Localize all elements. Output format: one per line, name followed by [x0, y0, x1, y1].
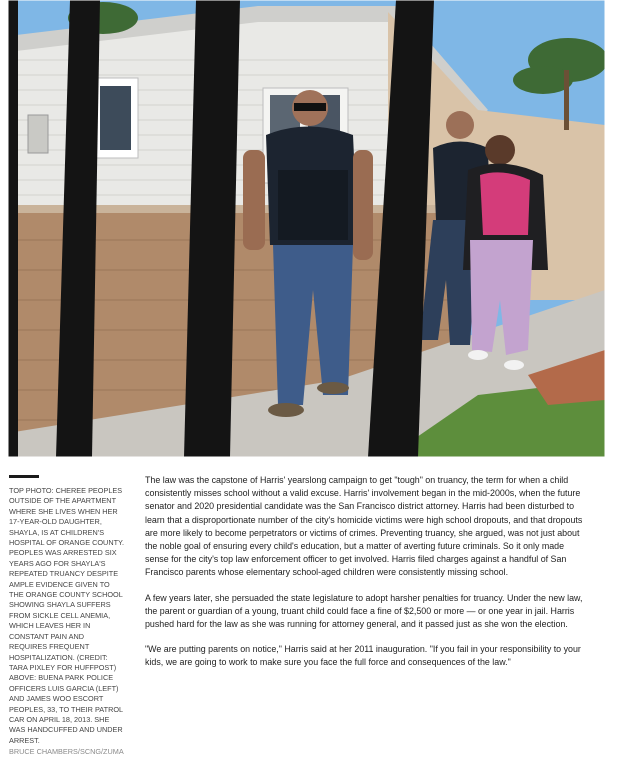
- article-body: [145, 474, 585, 682]
- caption-above: ABOVE: BUENA PARK POLICE OFFICERS LUIS GARCIA (LEFT) AND JAMES WOO ESCORT PEOPLES, 33, TO THEIR PATROL CAR ON APRIL 18, 2013. SHE WAS HANDCUFFED AND UNDER ARREST.: [9, 673, 123, 745]
- article-paragraph-3: "We are putting parents on notice," Harris said at her 2011 inauguration. "If you fail in your responsibility to your kids, we are going to work to make sure you face the full force and consequences of the law.": [145, 644, 581, 668]
- photo-caption: [9, 486, 124, 758]
- article-paragraph-1: The law was the capstone of Harris' yearslong campaign to get "tough" on truancy, the term for when a child consistently misses school without a valid excuse. Harris' involvement began in the mid-2000s, when the future senator and 2020 presidential candidate was the San Francisco district attorney. Harris had been disturbed to learn that a disproportionate number of the city's homicide victims were high school dropouts, and that dropouts are more likely to become perpetrators or victims of crimes. Preventing truancy, she argued, was not just about the noble goal of ensuring every child's education, but a matter of averting future criminals. So it only made sense for the city's top law enforcement officer to get involved. Harris filed charges against a handful of San Francisco parents whose elementary school-aged children were consistently missing school.: [145, 475, 583, 578]
- caption-rule: [9, 475, 39, 478]
- news-photo: [8, 0, 605, 457]
- photo-illustration: [8, 0, 605, 457]
- caption-credit: BRUCE CHAMBERS/SCNG/ZUMA: [9, 747, 124, 757]
- article-paragraph-2: A few years later, she persuaded the state legislature to adopt harsher penalties for truancy. Under the new law, the parent or guardian of a young, truant child could face a fine of $2,500 or more — or one year in jail. Harris pushed hard for the law as she was running for attorney general, and it passed just as she won the election.: [145, 592, 583, 630]
- caption-top-photo: TOP PHOTO: CHEREE PEOPLES OUTSIDE OF THE APARTMENT WHERE SHE LIVES WHEN HER 17-YEAR-OLD DAUGHTER, SHAYLA, IS AT CHILDREN'S HOSPITAL OF ORANGE COUNTY. PEOPLES WAS ARRESTED SIX YEARS AGO FOR SHAYLA'S REPEATED TRUANCY DESPITE AMPLE EVIDENCE GIVEN TO THE ORANGE COUNTY SCHOOL SHOWING SHAYLA SUFFERS FROM SICKLE CELL ANEMIA, WHICH LEAVES HER IN CONSTANT PAIN AND REQUIRES FREQUENT HOSPITALIZATION. (CREDIT: TARA PIXLEY FOR HUFFPOST): [9, 486, 125, 672]
